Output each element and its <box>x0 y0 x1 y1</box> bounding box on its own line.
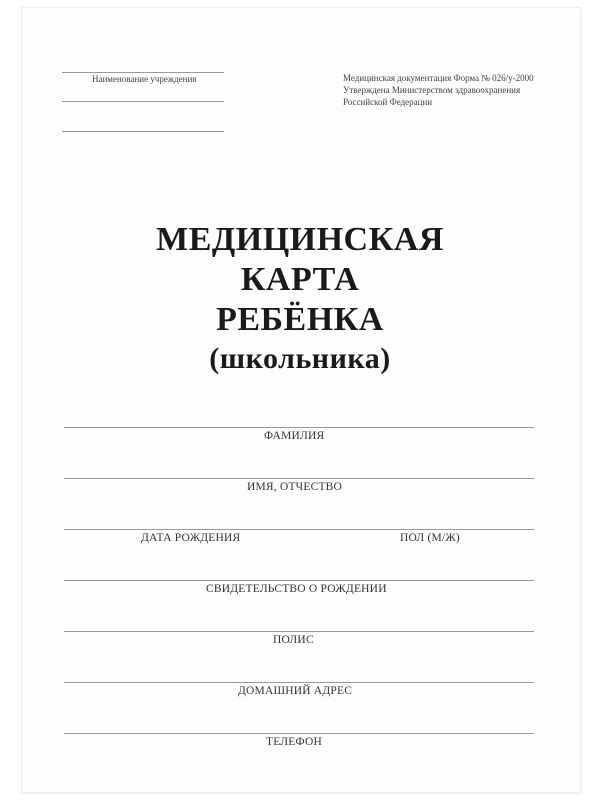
title-line-3: РЕБЁНКА <box>216 301 384 338</box>
document-title <box>0 220 600 378</box>
birth-date-field-line[interactable] <box>64 529 534 530</box>
form-info <box>343 72 563 108</box>
form-info-line-2: Утверждена Министерством здравоохранения <box>343 85 521 95</box>
sex-label: ПОЛ (М/Ж) <box>400 532 460 544</box>
phone-label: ТЕЛЕФОН <box>266 736 322 748</box>
surname-field-line[interactable] <box>64 427 534 428</box>
policy-field-line[interactable] <box>64 631 534 632</box>
name-patronymic-label: ИМЯ, ОТЧЕСТВО <box>247 481 343 493</box>
phone-field-line[interactable] <box>64 733 534 734</box>
document-sheet <box>22 8 580 792</box>
home-address-field-line[interactable] <box>64 682 534 683</box>
home-address-label: ДОМАШНИЙ АДРЕС <box>238 685 353 697</box>
birth-certificate-field-line[interactable] <box>64 580 534 581</box>
form-info-line-1: Медицинская документация Форма № 026/у-2000 <box>343 73 534 83</box>
title-line-2: КАРТА <box>240 261 360 298</box>
birth-certificate-label: СВИДЕТЕЛЬСТВО О РОЖДЕНИИ <box>206 583 387 595</box>
policy-label: ПОЛИС <box>273 634 314 646</box>
title-line-4: (школьника) <box>209 342 391 375</box>
name-field-line[interactable] <box>64 478 534 479</box>
institution-line-3 <box>62 131 224 132</box>
surname-label: ФАМИЛИЯ <box>264 430 325 442</box>
birth-date-label: ДАТА РОЖДЕНИЯ <box>141 532 241 544</box>
form-info-line-3: Российской Федерации <box>343 97 433 107</box>
institution-line-2 <box>62 101 224 102</box>
institution-label: Наименование учреждения <box>92 74 197 84</box>
title-line-1: МЕДИЦИНСКАЯ <box>156 221 444 258</box>
